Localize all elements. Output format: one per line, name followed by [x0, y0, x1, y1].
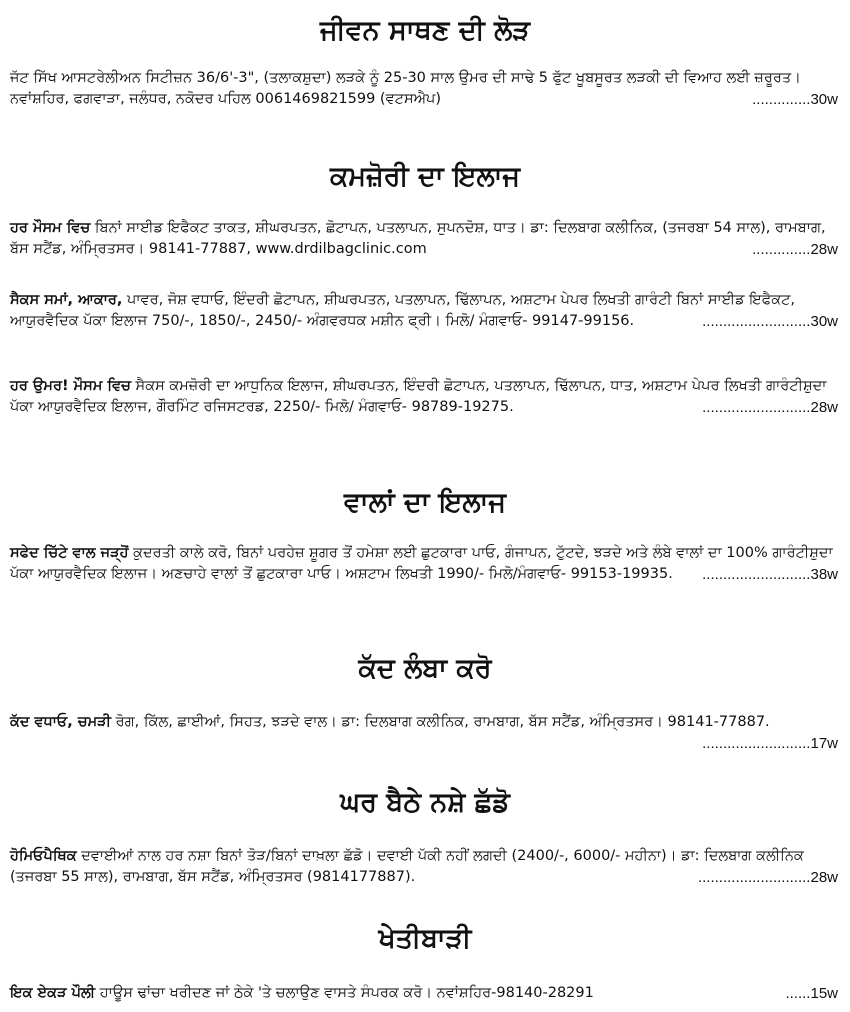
- classified-ad: [10, 846, 838, 888]
- ad-price-code: ..............30w: [752, 91, 838, 108]
- ad-lead-text: ਸੈਕਸ ਸਮਾਂ, ਆਕਾਰ,: [10, 292, 123, 308]
- classified-ad: [10, 68, 838, 110]
- ad-text: ਪਾਵਰ, ਜੋਸ਼ ਵਧਾਓ, ਇੰਦਰੀ ਛੋਟਾਪਨ, ਸ਼ੀਘਰਪਤਨ, ਪਤਲਾਪਨ, ਢਿੱਲਾਪਨ, ਅਸ਼ਟਾਮ ਪੇਪਰ ਲਿਖਤੀ ਗਾਰੰਟੀ ਬਿਨਾਂ ਸਾਈਡ ਇਫੈਕਟ, ਆਯੁਰਵੈਦਿਕ ਪੱਕਾ ਇਲਾਜ 750/-, 1850/-, 2450/- ਅੰਗਵਰਧਕ ਮਸ਼ੀਨ ਫ੍ਰੀ। ਮਿਲੋ/ ਮੰਗਵਾਓ- 99147-99156.: [10, 292, 795, 329]
- ad-text: ਦਵਾਈਆਂ ਨਾਲ ਹਰ ਨਸ਼ਾ ਬਿਨਾਂ ਤੋੜ/ਬਿਨਾਂ ਦਾਖ਼ਲਾ ਛੱਡੋ। ਦਵਾਈ ਪੱਕੀ ਨਹੀਂ ਲਗਦੀ (2400/-, 6000/- ਮਹੀਨਾ)। ਡਾ: ਦਿਲਬਾਗ ਕਲੀਨਿਕ (ਤਜਰਬਾ 55 ਸਾਲ), ਰਾਮਬਾਗ, ਬੱਸ ਸਟੈਂਡ, ਅੰਮ੍ਰਿਤਸਰ (9814177887).: [10, 848, 804, 885]
- ad-text: ਰੋਗ, ਕਿੱਲ, ਛਾਈਆਂ, ਸਿਹਤ, ਝੜਦੇ ਵਾਲ। ਡਾ: ਦਿਲਬਾਗ ਕਲੀਨਿਕ, ਰਾਮਬਾਗ, ਬੱਸ ਸਟੈਂਡ, ਅੰਮ੍ਰਿਤਸਰ। 98141-77887.: [110, 714, 770, 730]
- ad-lead-text: ਹਰ ਉਮਰ! ਮੌਸਮ ਵਿਚ: [10, 378, 131, 394]
- ad-lead-text: ਹਰ ਮੌਸਮ ਵਿਚ: [10, 220, 91, 236]
- section-heading-hair-treatment: ਵਾਲਾਂ ਦਾ ਇਲਾਜ: [344, 487, 506, 518]
- classified-ad: [10, 218, 838, 260]
- ad-text: ਹਾਊਸ ਢਾਂਚਾ ਖਰੀਦਣ ਜਾਂ ਠੇਕੇ 'ਤੇ ਚਲਾਉਣ ਵਾਸਤੇ ਸੰਪਰਕ ਕਰੋ। ਨਵਾਂਸ਼ਹਿਰ-98140-28291: [95, 985, 594, 1001]
- ad-price-code: ..............28w: [752, 241, 838, 258]
- classified-ad: [10, 543, 838, 585]
- classified-ad: [10, 712, 838, 754]
- section-heading-matrimonial: ਜੀਵਨ ਸਾਥਣ ਦੀ ਲੋੜ: [319, 15, 531, 46]
- section-heading-weakness-treatment: ਕਮਜ਼ੋਰੀ ਦਾ ਇਲਾਜ: [329, 161, 521, 192]
- classified-ad: [10, 983, 838, 1004]
- ad-price-code: ......15w: [785, 985, 838, 1002]
- ad-text: ਸੈਕਸ ਕਮਜ਼ੋਰੀ ਦਾ ਆਧੁਨਿਕ ਇਲਾਜ, ਸ਼ੀਘਰਪਤਨ, ਇੰਦਰੀ ਛੋਟਾਪਨ, ਪਤਲਾਪਨ, ਢਿੱਲਾਪਨ, ਧਾਤ, ਅਸ਼ਟਾਮ ਪੇਪਰ ਲਿਖਤੀ ਗਾਰੰਟੀਸ਼ੁਦਾ ਪੱਕਾ ਆਯੁਰਵੈਦਿਕ ਇਲਾਜ, ਗੌਰਮਿੰਟ ਰਜਿਸਟਰਡ, 2250/- ਮਿਲੋ/ ਮੰਗਵਾਓ- 98789-19275.: [10, 378, 827, 415]
- ad-lead-text: ਹੋਮਿਓਪੈਥਿਕ: [10, 848, 77, 864]
- ad-price-code: ..........................38w: [702, 566, 838, 583]
- ad-lead-text: ਸਫੇਦ ਚਿੱਟੇ ਵਾਲ ਜੜ੍ਹੋਂ: [10, 545, 129, 561]
- ad-lead-text: ਇਕ ਏਕੜ ਪੌਲੀ: [10, 985, 96, 1001]
- classified-ad: [10, 290, 838, 332]
- section-heading-quit-addiction: ਘਰ ਬੈਠੇ ਨਸ਼ੇ ਛੱਡੋ: [340, 787, 510, 818]
- ad-price-code: ...........................28w: [697, 869, 838, 886]
- classified-ad: [10, 376, 838, 418]
- ad-text: ਜੱਟ ਸਿੱਖ ਆਸਟਰੇਲੀਅਨ ਸਿਟੀਜ਼ਨ 36/6'-3", (ਤਲਾਕਸ਼ੁਦਾ) ਲੜਕੇ ਨੂੰ 25-30 ਸਾਲ ਉਮਰ ਦੀ ਸਾਢੇ 5 ਫੁੱਟ ਖੂਬਸੂਰਤ ਲੜਕੀ ਦੀ ਵਿਆਹ ਲਈ ਜ਼ਰੂਰਤ। ਨਵਾਂਸ਼ਹਿਰ, ਫਗਵਾੜਾ, ਜਲੰਧਰ, ਨਕੋਦਰ ਪਹਿਲ 0061469821599 (ਵਟਸਐਪ): [10, 70, 801, 107]
- ad-price-code: ..........................17w: [702, 735, 838, 752]
- section-heading-agriculture: ਖੇਤੀਬਾੜੀ: [378, 923, 472, 954]
- ad-price-code: ..........................28w: [702, 399, 838, 416]
- section-heading-height-increase: ਕੱਦ ਲੰਬਾ ਕਰੋ: [358, 653, 492, 684]
- ad-price-code: ..........................30w: [702, 313, 838, 330]
- ad-lead-text: ਕੱਦ ਵਧਾਓ, ਚਮੜੀ: [10, 714, 111, 730]
- ad-text: ਕੁਦਰਤੀ ਕਾਲੇ ਕਰੋ, ਬਿਨਾਂ ਪਰਹੇਜ਼ ਸ਼ੂਗਰ ਤੋਂ ਹਮੇਸ਼ਾ ਲਈ ਛੁਟਕਾਰਾ ਪਾਓ, ਗੰਜਾਪਨ, ਟੁੱਟਦੇ, ਝੜਦੇ ਅਤੇ ਲੰਬੇ ਵਾਲਾਂ ਦਾ 100% ਗਾਰੰਟੀਸ਼ੁਦਾ ਪੱਕਾ ਆਯੁਰਵੈਦਿਕ ਇਲਾਜ। ਅਣਚਾਹੇ ਵਾਲਾਂ ਤੋਂ ਛੁਟਕਾਰਾ ਪਾਓ। ਅਸ਼ਟਾਮ ਲਿਖਤੀ 1990/- ਮਿਲੋ/ਮੰਗਵਾਓ- 99153-19935.: [10, 545, 833, 582]
- ad-text: ਬਿਨਾਂ ਸਾਈਡ ਇਫੈਕਟ ਤਾਕਤ, ਸ਼ੀਘਰਪਤਨ, ਛੋਟਾਪਨ, ਪਤਲਾਪਨ, ਸੁਪਨਦੋਸ਼, ਧਾਤ। ਡਾ: ਦਿਲਬਾਗ ਕਲੀਨਿਕ, (ਤਜਰਬਾ 54 ਸਾਲ), ਰਾਮਬਾਗ, ਬੱਸ ਸਟੈਂਡ, ਅੰਮ੍ਰਿਤਸਰ। 98141-77887, www.drdilbagclinic.com: [10, 220, 826, 257]
